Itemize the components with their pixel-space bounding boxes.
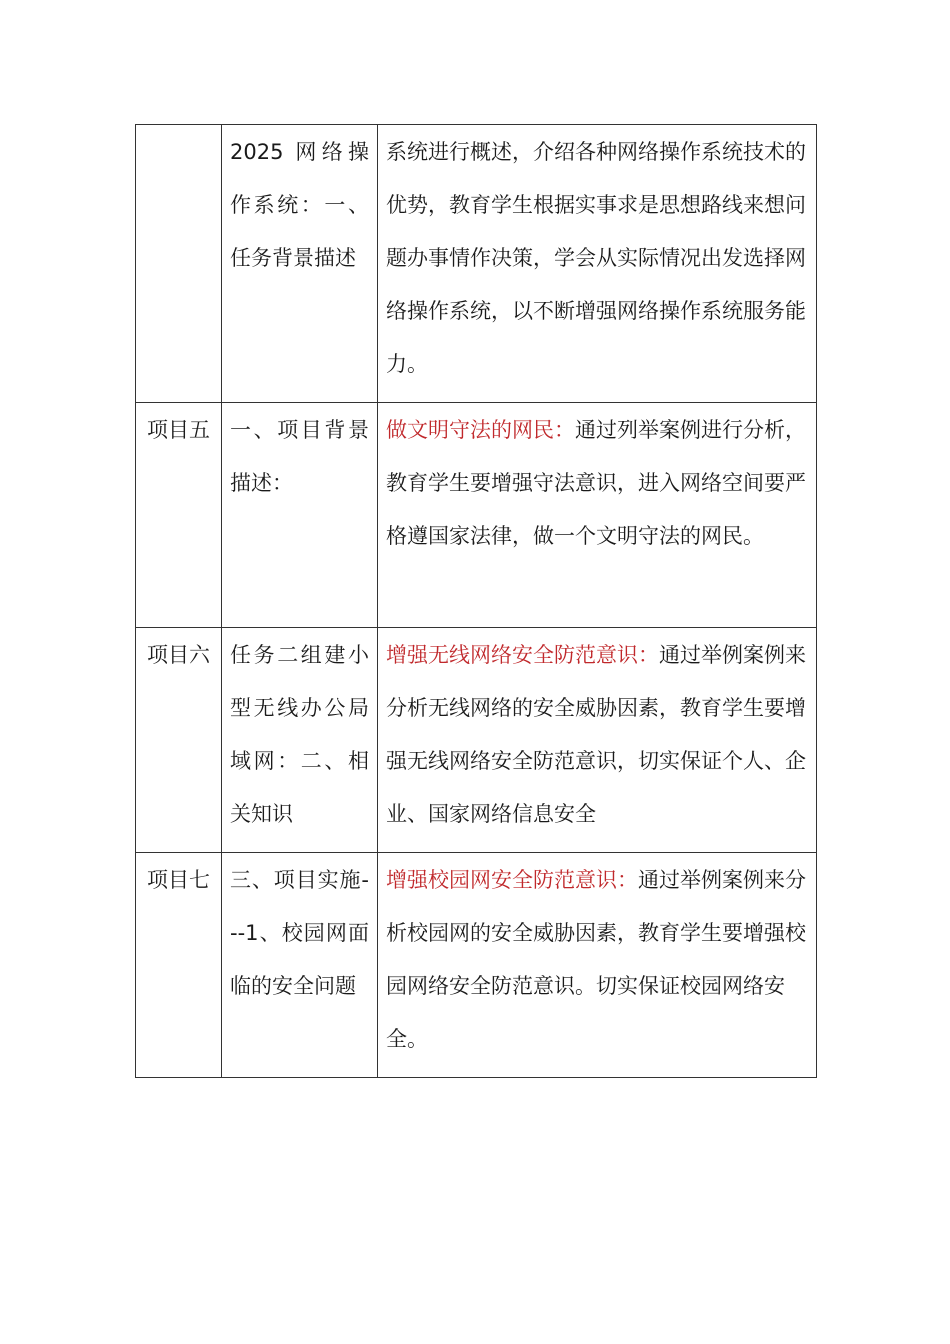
content-cell — [378, 853, 817, 1078]
content-cell — [378, 628, 817, 853]
content-cell — [378, 403, 817, 628]
task-cell: 2025 网络操作系统：一、任务背景描述 — [222, 125, 378, 403]
table-row — [136, 403, 817, 628]
highlight-text: 增强无线网络安全防范意识： — [386, 643, 659, 667]
project-cell: 项目六 — [136, 628, 222, 853]
table-row — [136, 125, 817, 403]
highlight-text: 做文明守法的网民： — [386, 418, 575, 442]
project-cell: 项目七 — [136, 853, 222, 1078]
curriculum-table — [135, 124, 817, 1078]
content-text: 通过举例案例来分析校园网的安全威胁因素，教育学生要增强校园网络安全防范意识。切实保证校园网络安全。 — [386, 868, 806, 1051]
highlight-text: 增强校园网安全防范意识： — [386, 868, 638, 892]
project-cell — [136, 125, 222, 403]
content-text: 系统进行概述，介绍各种网络操作系统技术的优势，教育学生根据实事求是思想路线来想问题办事情作决策，学会从实际情况出发选择网络操作系统，以不断增强网络操作系统服务能力。 — [386, 140, 806, 376]
project-cell: 项目五 — [136, 403, 222, 628]
content-text: 通过举例案例来分析无线网络的安全威胁因素，教育学生要增强无线网络安全防范意识，切实保证个人、企业、国家网络信息安全 — [386, 643, 806, 826]
task-cell: 三、项目实施---1、校园网面临的安全问题 — [222, 853, 378, 1078]
content-cell — [378, 125, 817, 403]
task-cell: 一、项目背景描述： — [222, 403, 378, 628]
table-row — [136, 628, 817, 853]
content-text: 通过列举案例进行分析，教育学生要增强守法意识，进入网络空间要严格遵国家法律，做一个文明守法的网民。 — [386, 418, 806, 548]
table-row — [136, 853, 817, 1078]
task-cell: 任务二组建小型无线办公局域网：二、相关知识 — [222, 628, 378, 853]
